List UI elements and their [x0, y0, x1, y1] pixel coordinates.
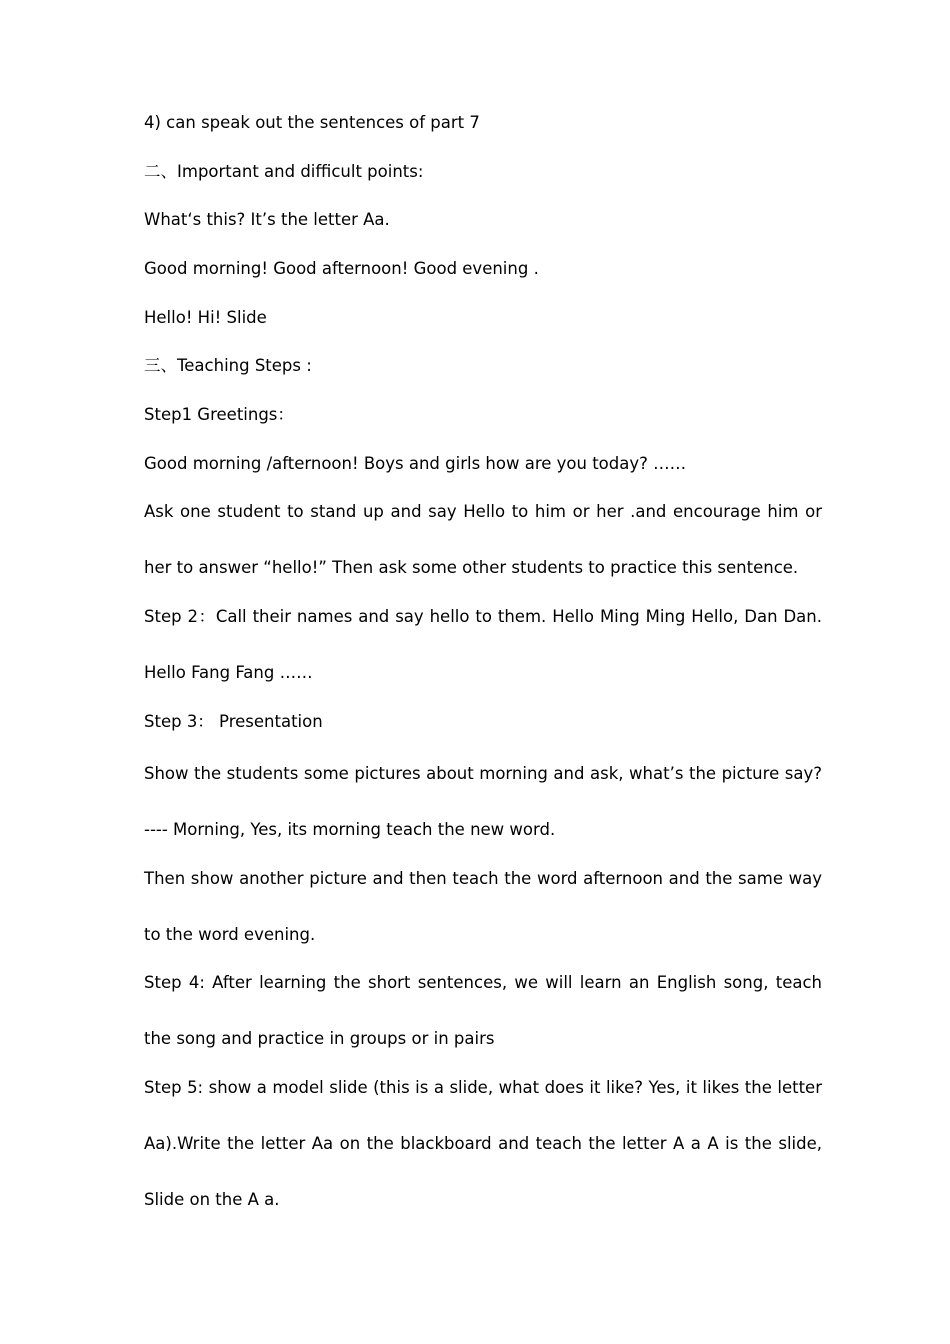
step-1-title: Step1 Greetings： — [144, 405, 294, 424]
step-5-paragraph: Step 5: show a model slide (this is a slide, what does it like? Yes, it likes the letter Aa).Write the letter Aa on the blackboard and teach the letter A a A is the slide, Slide on the A a. — [144, 1078, 822, 1209]
step-3-afternoon-evening: Then show another picture and then teach the word afternoon and the same way to the word evening. — [144, 869, 822, 944]
step-4-paragraph: Step 4: After learning the short sentences, we will learn an English song, teach the song and practice in groups or in pairs — [144, 973, 822, 1048]
heading-teaching-steps: 三、Teaching Steps : — [144, 356, 312, 375]
step-1-instructions: Ask one student to stand up and say Hello to him or her .and encourage him or her to answer “hello!” Then ask some other students to practice this sentence. — [144, 502, 822, 577]
step-3-title: Step 3： Presentation — [144, 712, 323, 731]
step-2-paragraph: Step 2：Call their names and say hello to them. Hello Ming Ming Hello, Dan Dan. Hello Fang Fang …… — [144, 607, 822, 682]
paragraph-objective-4: 4) can speak out the sentences of part 7 — [144, 113, 480, 132]
paragraph-whats-this: What‘s this? It’s the letter Aa. — [144, 210, 390, 229]
paragraph-greetings-phrases: Good morning! Good afternoon! Good evening . — [144, 259, 539, 278]
step-1-greeting: Good morning /afternoon! Boys and girls how are you today? …… — [144, 454, 687, 473]
step-3-pictures: Show the students some pictures about morning and ask, what’s the picture say? ---- Morning, Yes, its morning teach the new word. — [144, 764, 822, 839]
heading-important-points: 二、Important and difficult points: — [144, 162, 424, 181]
paragraph-hello-hi-slide: Hello! Hi! Slide — [144, 308, 267, 327]
